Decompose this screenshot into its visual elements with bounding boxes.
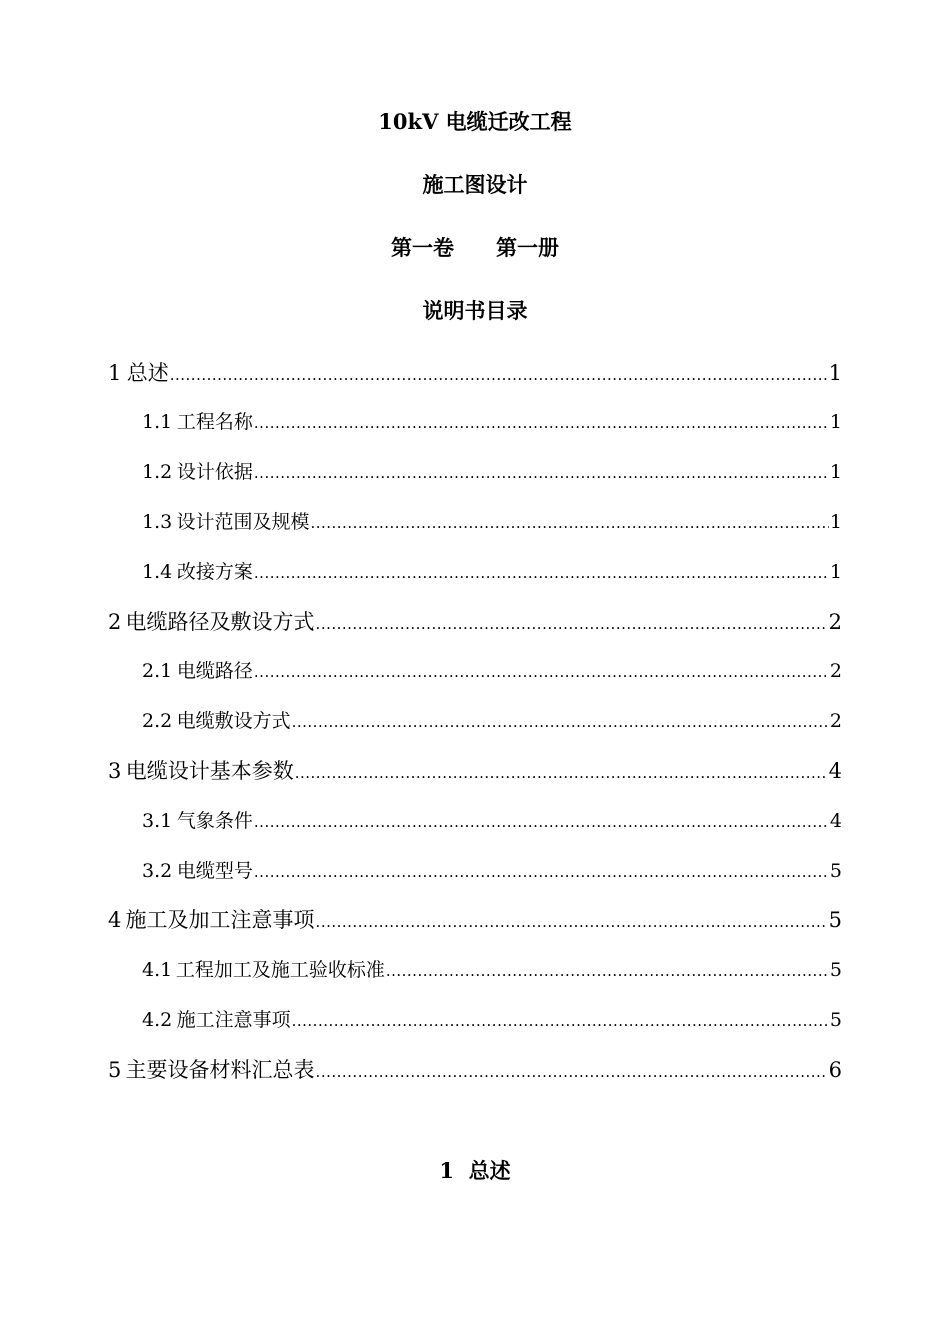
toc-entry-page: 4 [829, 810, 842, 832]
toc-entry[interactable] [142, 855, 842, 887]
toc-leader-dots [316, 608, 828, 640]
toc-entry-number: 4.2 [142, 1009, 173, 1031]
toc-entry-title: 设计依据 [176, 461, 253, 483]
toc-entry-number: 2.2 [142, 710, 173, 732]
toc-entry-number: 3.2 [142, 860, 173, 882]
toc-leader-dots [292, 706, 829, 738]
toc-leader-dots [254, 856, 829, 888]
toc-heading: 说明书目录 [422, 298, 528, 323]
toc-leader-dots [316, 906, 828, 938]
toc-entry-page: 1 [828, 361, 842, 385]
toc-entry-page: 1 [829, 511, 842, 533]
toc-entry-title: 总述 [126, 361, 169, 385]
toc-entry-number: 1.3 [142, 511, 173, 533]
toc-entry[interactable] [142, 556, 842, 588]
toc-entry-title: 设计范围及规模 [176, 511, 310, 533]
toc-entry-number: 2.1 [142, 660, 173, 682]
toc-entry-page: 2 [829, 710, 842, 732]
toc-entry[interactable] [108, 755, 842, 787]
toc-entry-title: 施工注意事项 [176, 1009, 291, 1031]
toc-leader-dots [170, 359, 828, 391]
toc-entry[interactable] [142, 954, 842, 986]
toc-entry-page: 1 [829, 561, 842, 583]
document-subtitle: 施工图设计 [422, 172, 528, 197]
toc-entry-page: 5 [829, 860, 842, 882]
toc-leader-dots [254, 656, 829, 688]
section-heading: 1 总述 [439, 1158, 511, 1183]
toc-entry-page: 2 [829, 660, 842, 682]
toc-leader-dots [386, 955, 829, 987]
toc-entry[interactable] [142, 705, 842, 737]
toc-entry-title: 改接方案 [176, 561, 253, 583]
toc-entry-title: 电缆敷设方式 [176, 710, 291, 732]
toc-entry-page: 5 [828, 908, 842, 932]
toc-entry-page: 1 [829, 411, 842, 433]
toc-entry[interactable] [142, 506, 842, 538]
toc-entry-page: 5 [829, 1009, 842, 1031]
toc-entry[interactable] [142, 406, 842, 438]
toc-entry-title: 电缆路径及敷设方式 [125, 610, 315, 634]
volume-label: 第一卷 第一册 [391, 235, 559, 260]
toc-entry-title: 气象条件 [176, 810, 253, 832]
toc-entry-page: 1 [829, 461, 842, 483]
toc-entry-number: 1.1 [142, 411, 173, 433]
toc-leader-dots [292, 1005, 829, 1037]
toc-entry-page: 5 [829, 959, 842, 981]
toc-entry-number: 3.1 [142, 810, 173, 832]
toc-entry-number: 1.4 [142, 561, 173, 583]
toc-entry-page: 2 [828, 610, 842, 634]
toc-leader-dots [295, 757, 828, 789]
toc-entry-number: 1 [108, 361, 122, 385]
toc-entry-title: 电缆型号 [176, 860, 253, 882]
toc-entry[interactable] [142, 805, 842, 837]
toc-entry-number: 4 [108, 908, 122, 932]
toc-leader-dots [310, 507, 828, 539]
toc-entry[interactable] [142, 456, 842, 488]
toc-entry[interactable] [142, 1004, 842, 1036]
toc-entry-title: 电缆设计基本参数 [125, 759, 294, 783]
toc-entry-page: 6 [828, 1058, 842, 1082]
toc-leader-dots [254, 457, 829, 489]
document-title: 10kV 电缆迁改工程 [378, 109, 572, 134]
toc-entry-number: 4.1 [142, 959, 173, 981]
toc-entry-title: 工程名称 [176, 411, 253, 433]
toc-entry-number: 1.2 [142, 461, 173, 483]
toc-entry-title: 工程加工及施工验收标准 [175, 959, 385, 981]
toc-leader-dots [254, 806, 829, 838]
toc-entry-page: 4 [828, 759, 842, 783]
toc-entry-title: 施工及加工注意事项 [125, 908, 315, 932]
toc-entry[interactable] [108, 606, 842, 638]
toc-entry-title: 主要设备材料汇总表 [125, 1058, 315, 1082]
toc-leader-dots [254, 557, 829, 589]
toc-entry[interactable] [108, 357, 842, 389]
toc-entry[interactable] [108, 1054, 842, 1086]
toc-leader-dots [316, 1056, 828, 1088]
toc-leader-dots [254, 407, 829, 439]
toc-entry[interactable] [108, 904, 842, 936]
toc-entry-number: 3 [108, 759, 122, 783]
toc-entry-number: 2 [108, 610, 122, 634]
toc-entry-number: 5 [108, 1058, 122, 1082]
toc-entry-title: 电缆路径 [176, 660, 253, 682]
toc-entry[interactable] [142, 655, 842, 687]
